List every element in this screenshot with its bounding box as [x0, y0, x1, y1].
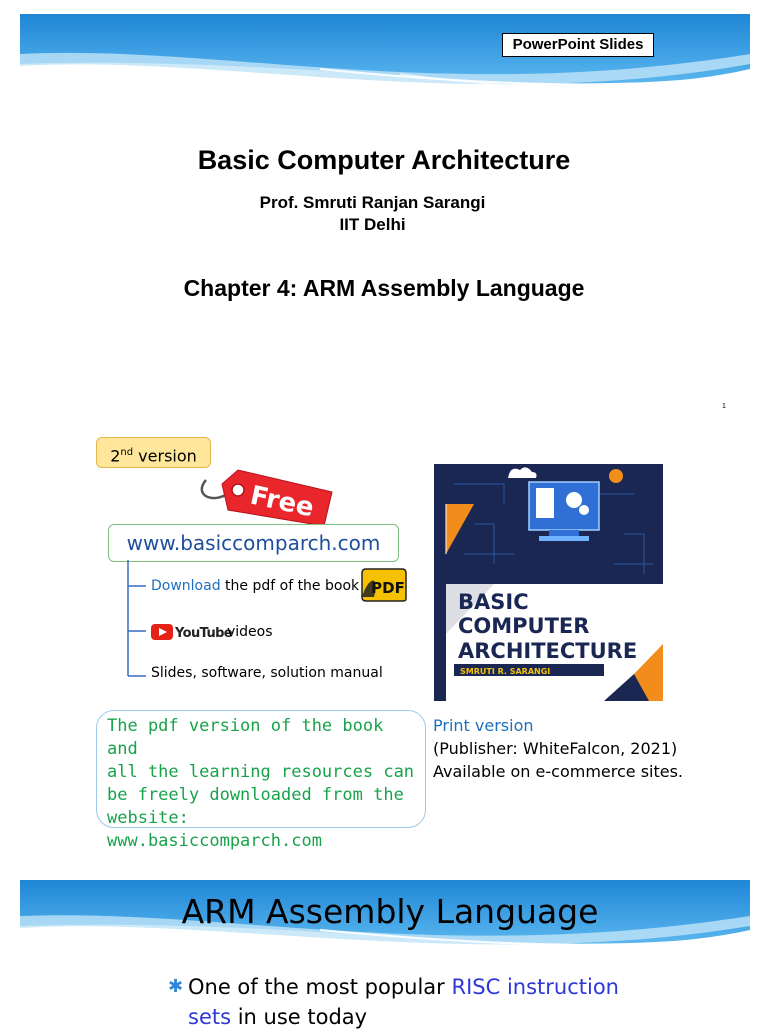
bullet-text: [188, 972, 638, 1032]
book-spine-author: SMRUTI R. SARANGI: [426, 598, 432, 648]
free-tag-icon: [198, 466, 338, 528]
print-version-info: [433, 714, 683, 783]
page-title: Basic Computer Architecture: [197, 145, 571, 175]
note-line: all the learning resources can: [107, 762, 415, 782]
author-institution: IIT Delhi: [339, 215, 406, 234]
bullet-suffix: in use today: [231, 1005, 368, 1029]
version-word: version: [138, 446, 197, 466]
author-name: Prof. Smruti Ranjan Sarangi: [259, 193, 486, 212]
youtube-icon[interactable]: [151, 622, 233, 642]
bullet-star-icon: ✱: [168, 976, 184, 997]
free-label: Free: [247, 480, 317, 524]
book-title-line: COMPUTER: [458, 614, 590, 638]
publisher-text: (Publisher: WhiteFalcon, 2021): [433, 739, 678, 758]
author-block: [0, 192, 745, 236]
version-number: 2: [110, 446, 121, 466]
bullet-prefix: One of the most popular: [188, 975, 452, 999]
youtube-label: YouTube: [175, 626, 233, 641]
book-cover-image[interactable]: [426, 460, 663, 701]
pdf-icon: [360, 567, 408, 603]
book-title-line: BASIC: [458, 590, 529, 614]
slide-page-number: 1: [722, 403, 726, 410]
note-line: be freely downloaded from the: [107, 785, 404, 805]
book-spine-title: BASIC COMPUTER ARCHITECTURE: [426, 460, 434, 592]
version-ordinal: nd: [120, 447, 134, 458]
download-description: the pdf of the book: [225, 578, 360, 594]
slides-item: Slides, software, solution manual: [151, 665, 383, 681]
chapter-title: Chapter 4: ARM Assembly Language: [183, 275, 585, 301]
website-link[interactable]: www.basiccomparch.com: [108, 524, 399, 562]
note-line: The pdf version of the book and: [107, 716, 384, 759]
availability-text: Available on e-commerce sites.: [433, 762, 684, 781]
slide2-title: ARM Assembly Language: [181, 892, 599, 931]
note-line: website:: [107, 808, 189, 828]
risc-link[interactable]: RISC instruction sets: [188, 975, 619, 1029]
free-download-note: [96, 710, 426, 851]
download-link[interactable]: Download: [151, 578, 221, 594]
pdf-label: PDF: [371, 579, 405, 597]
download-item: [151, 578, 359, 594]
version-badge: [96, 437, 211, 468]
videos-label: videos: [227, 624, 273, 640]
book-title-line: ARCHITECTURE: [458, 639, 638, 663]
powerpoint-slides-tag: PowerPoint Slides: [502, 33, 654, 57]
note-website-link[interactable]: www.basiccomparch.com: [107, 831, 322, 851]
print-version-link[interactable]: Print version: [433, 716, 534, 735]
book-author: SMRUTI R. SARANGI: [460, 667, 551, 676]
